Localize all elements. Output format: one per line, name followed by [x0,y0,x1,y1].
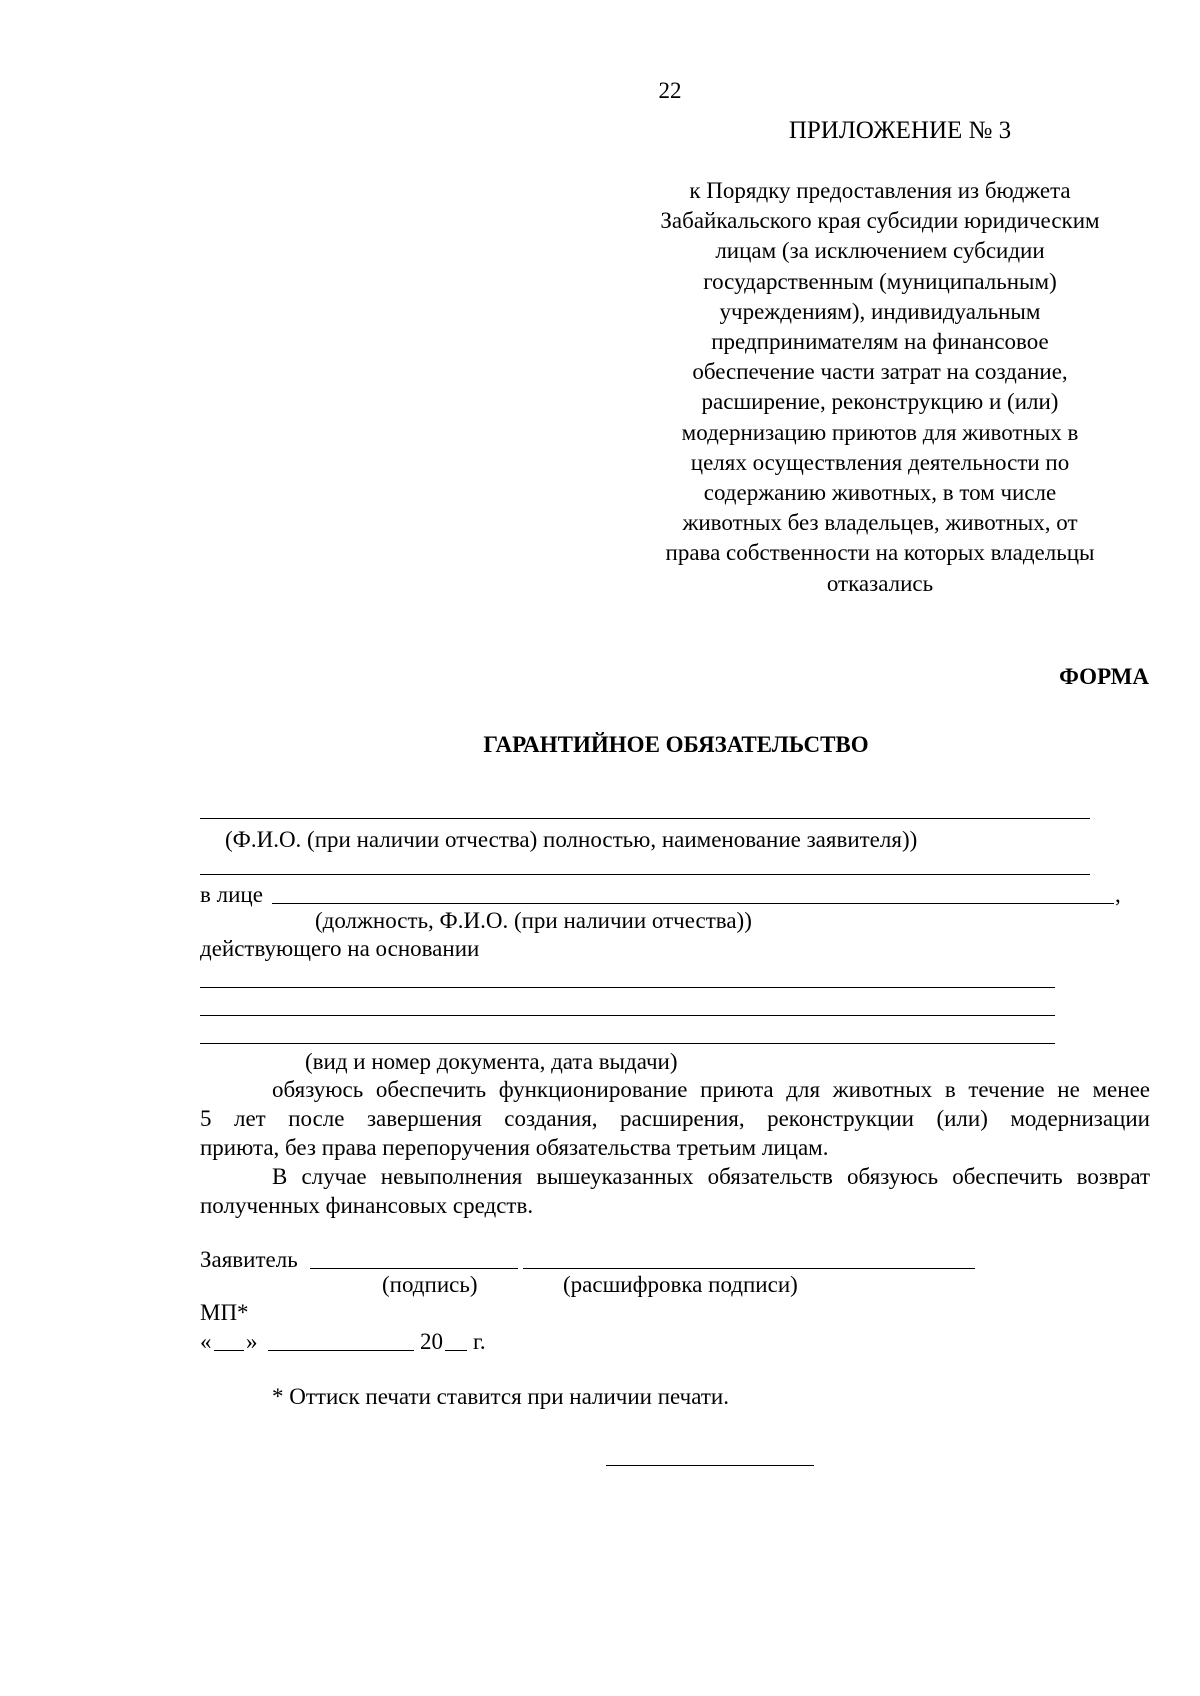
acting-basis-label: действующего на основании [200,936,480,961]
position-hint: (должность, Ф.И.О. (при наличии отчества)) [315,908,752,933]
paragraph-line: 5 лет после завершения создания, расширения, реконструкции (или) модернизации [200,1106,1150,1131]
paragraph-line: полученных финансовых средств. [200,1193,534,1218]
signature-line[interactable] [310,1268,518,1269]
representative-line[interactable] [272,903,1114,904]
year-prefix: 20 [420,1329,443,1354]
basis-document-line-3[interactable] [200,1043,1055,1044]
appendix-line: лицам (за исключением субсидии [715,238,1045,264]
signature-decoding-line[interactable] [523,1268,975,1269]
applicant-hint: (Ф.И.О. (при наличии отчества) полностью, наименование заявителя)) [225,827,918,852]
appendix-line: целях осуществления деятельности по [690,449,1070,475]
date-day-line[interactable] [214,1350,244,1351]
seal-label: МП* [200,1300,249,1325]
date-open-quote: « [200,1329,212,1354]
appendix-line: государственным (муниципальным) [703,268,1057,294]
date-close-quote: » [246,1329,258,1354]
decoding-hint: (расшифровка подписи) [563,1272,798,1297]
appendix-line: учреждениям), индивидуальным [719,298,1041,324]
appendix-title: ПРИЛОЖЕНИЕ № 3 [788,117,1012,144]
appendix-line: Забайкальского края субсидии юридическим [660,208,1100,234]
appendix-line: предпринимателям на финансовое [711,329,1049,355]
paragraph-line: В случае невыполнения вышеуказанных обязательств обязуюсь обеспечить возврат [272,1164,1150,1189]
appendix-line: животных без владельцев, животных, от [682,510,1078,536]
appendix-line: обеспечение части затрат на создание, [692,359,1068,385]
paragraph-line: приюта, без права перепоручения обязательства третьим лицам. [200,1135,829,1160]
appendix-line: права собственности на которых владельцы [665,540,1095,566]
applicant-label: Заявитель [200,1247,298,1272]
form-label: ФОРМА [1059,664,1149,689]
document-hint: (вид и номер документа, дата выдачи) [305,1049,678,1074]
appendix-line: модернизацию приютов для животных в [681,419,1079,445]
appendix-line: к Порядку предоставления из бюджета [689,178,1071,203]
in-person-label: в лице [200,882,263,907]
date-month-line[interactable] [268,1350,414,1351]
paragraph-line: обязуюсь обеспечить функционирование приюта для животных в течение не менее [272,1077,1150,1102]
comma: , [1115,882,1121,907]
document-title: ГАРАНТИЙНОЕ ОБЯЗАТЕЛЬСТВО [483,732,869,757]
seal-footnote: * Оттиск печати ставится при наличии печати. [272,1384,729,1409]
appendix-line: расширение, реконструкцию и (или) [701,389,1059,415]
basis-document-line-2[interactable] [200,1015,1055,1016]
applicant-name-line-2[interactable] [200,874,1090,875]
date-year-line[interactable] [445,1350,467,1351]
appendix-description [580,176,1180,599]
obligation-paragraph [200,1075,1150,1220]
year-suffix: г. [473,1329,486,1354]
end-separator [606,1465,814,1466]
appendix-line: отказались [826,570,934,596]
signature-hint: (подпись) [382,1272,478,1297]
page-number: 22 [658,78,682,103]
appendix-line: содержанию животных, в том числе [703,480,1057,506]
basis-document-line-1[interactable] [200,987,1055,988]
applicant-name-line[interactable] [200,818,1090,819]
